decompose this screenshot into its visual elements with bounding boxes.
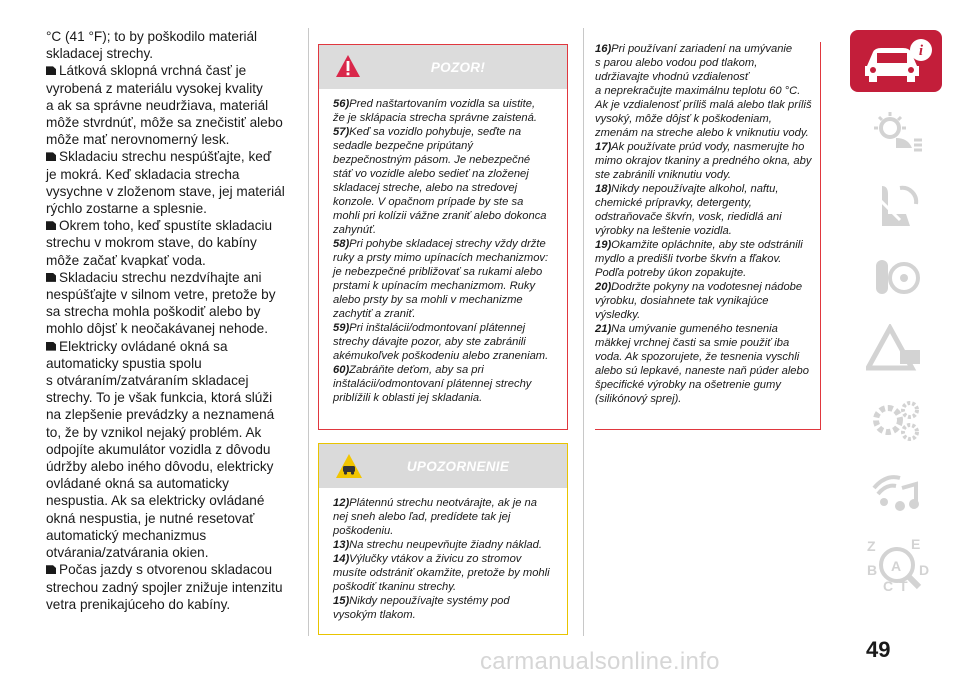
note-text: strechy dávajte pozor, aby ste zabránili: [333, 336, 526, 348]
text-line: [595, 112, 812, 126]
note-number: 14): [333, 553, 350, 565]
text-line: [595, 280, 812, 294]
paragraph-line: [46, 510, 298, 527]
paragraph-line: [46, 269, 298, 286]
text-line: [595, 336, 812, 350]
bullet-icon: [46, 66, 56, 75]
text-line: [595, 378, 812, 392]
paragraph-text: °C (41 °F); to by poškodilo materiál: [46, 29, 258, 44]
note-text: odstraňovače škvŕn, vosk, riedidlá ani: [595, 211, 782, 223]
text-line: [595, 98, 812, 112]
text-line: [333, 97, 559, 111]
text-line: [595, 168, 812, 182]
paragraph-text: je mokrá. Keď skladacia strecha: [46, 166, 240, 182]
paragraph-text: Látková sklopná vrchná časť je: [59, 63, 247, 79]
text-line: [333, 153, 559, 167]
notice-box: [318, 443, 568, 635]
paragraph-line: [46, 458, 298, 475]
sidebar-item-dashboard[interactable]: [850, 102, 942, 164]
text-line: [333, 251, 559, 265]
note-number: 16): [595, 43, 612, 55]
text-line: [333, 580, 559, 594]
note-text: Na strechu neupevňujte žiadny náklad.: [349, 539, 542, 551]
watermark: carmanualsonline.info: [480, 648, 720, 675]
note-text: zmenám na streche alebo k vniknutiu vody.: [595, 127, 809, 139]
paragraph-line: [46, 475, 298, 492]
paragraph-line: [46, 527, 298, 544]
text-line: [333, 167, 559, 181]
text-line: [595, 42, 812, 56]
text-line: [595, 56, 812, 70]
paragraph-text: strechou zadný spojler znižuje intenzitu: [46, 579, 283, 595]
note-text: nej sneh alebo ľad, predídete tak jej: [333, 511, 511, 523]
paragraph-line: [46, 320, 298, 337]
note-number: 56): [333, 98, 350, 110]
paragraph-line: [46, 286, 298, 303]
paragraph-line: [46, 45, 298, 62]
text-line: [595, 196, 812, 210]
note-text: poškodiť tkaninu strechy.: [333, 581, 457, 593]
paragraph-line: [46, 596, 298, 613]
text-line: [595, 252, 812, 266]
bullet-icon: [46, 342, 56, 351]
note-text: Podľa potreby úkon zopakujte.: [595, 267, 747, 279]
paragraph-text: okná nespustia, je nutné resetovať: [46, 510, 255, 526]
paragraph-line: [46, 338, 298, 355]
paragraph-text: skladacej strechy.: [46, 46, 154, 62]
paragraph-text: nespustia. Ak sa elektricky ovládané: [46, 493, 265, 509]
note-text: výrobky na leštenie vozidla.: [595, 225, 732, 237]
text-line: [333, 349, 559, 363]
paragraph-line: [46, 424, 298, 441]
paragraph-text: vetra prenikajúceho do kabíny.: [46, 596, 231, 612]
note-text: Ak používate prúd vody, nasmerujte ho: [611, 141, 805, 153]
note-text: skladacej streche, alebo na stredovej: [333, 182, 518, 194]
note-text: alebo sú lepkavé, naneste naň púder alebo: [595, 365, 809, 377]
paragraph-text: na zlepšenie prevádzky a neznamená: [46, 407, 275, 423]
note-text: špecifické výrobky na ošetrenie gumy: [595, 379, 781, 391]
paragraph-text: automatický mechanizmus: [46, 527, 207, 543]
paragraph-line: [46, 97, 298, 114]
note-text: Keď sa vozidlo pohybuje, seďte na: [349, 126, 522, 138]
note-number: 60): [333, 364, 350, 376]
note-text: poškodeniu.: [333, 525, 394, 537]
bullet-icon: [46, 273, 56, 282]
paragraph-line: [46, 303, 298, 320]
note-text: Pri pohybe skladacej strechy vždy držte: [349, 238, 546, 250]
text-line: [333, 510, 559, 524]
page-number: 49: [866, 637, 891, 662]
notice-box-header: [319, 444, 567, 488]
note-number: 17): [595, 141, 612, 153]
paragraph-line: [46, 252, 298, 269]
note-text: Pri používaní zariadení na umývanie: [611, 43, 793, 55]
note-text: Nikdy nepoužívajte alkohol, naftu,: [611, 183, 779, 195]
sidebar-item-index[interactable]: [850, 534, 942, 596]
text-line: [333, 111, 559, 125]
bullet-icon: [46, 152, 56, 161]
paragraph-text: otvárania/zatvárania okien.: [46, 545, 209, 561]
note-text: stáť vo vozidle alebo sedieť na zloženej: [333, 168, 529, 180]
text-line: [333, 524, 559, 538]
paragraph-text: to, že by vznikol nejaký problém. Ak: [46, 424, 262, 440]
text-line: [595, 126, 812, 140]
note-number: 12): [333, 497, 350, 509]
paragraph-line: [46, 148, 298, 165]
paragraph-text: Skladaciu strechu nezdvíhajte ani: [59, 269, 262, 285]
paragraph-text: sa strecha mohla poškodiť alebo by: [46, 304, 261, 320]
note-text: bezpečnostným pásom. Je nebezpečné: [333, 154, 531, 166]
text-line: [333, 391, 559, 405]
note-number: 15): [333, 595, 350, 607]
text-line: [333, 181, 559, 195]
paragraph-text: vyrobená z materiálu vysokej kvality: [46, 80, 263, 96]
multimedia-icon: [866, 468, 926, 518]
text-line: [595, 350, 812, 364]
paragraph-text: nespúšťajte v silnom vetre, pretože by: [46, 287, 276, 303]
paragraph-line: [46, 200, 298, 217]
note-text: inštalácii/odmontovaní plátennej strechy: [333, 378, 532, 390]
note-text: Výlučky vtákov a živicu zo stromov: [349, 553, 522, 565]
text-line: [333, 265, 559, 279]
note-text: voda. Ak spozorujete, že tesnenia vyschli: [595, 351, 800, 363]
sidebar-item-maintenance[interactable]: [850, 390, 942, 452]
paragraph-line: [46, 28, 298, 45]
note-text: (silikónový sprej).: [595, 393, 682, 405]
text-line: [333, 237, 559, 251]
text-line: [333, 538, 559, 552]
note-text: Ak je vzdialenosť príliš malá alebo tlak príliš: [595, 99, 812, 111]
svg-text:D: D: [919, 562, 930, 578]
paragraph-text: ovládané okná sa automaticky: [46, 476, 229, 492]
text-line: [333, 608, 559, 622]
paragraph-line: [46, 80, 298, 97]
paragraph-text: strechy. To je však funkcia, ktorá slúži: [46, 390, 273, 406]
note-text: mäkkej vrchnej časti sa smie použiť iba: [595, 337, 790, 349]
warning-triangle-icon: [335, 53, 361, 79]
text-line: [595, 266, 812, 280]
text-line: [595, 70, 812, 84]
sidebar-item-multimedia[interactable]: [850, 462, 942, 524]
text-line: [333, 307, 559, 321]
note-number: 20): [595, 281, 612, 293]
svg-text:B: B: [867, 562, 878, 578]
paragraph-text: a ak sa správne neudržiava, materiál: [46, 97, 269, 113]
text-line: [333, 552, 559, 566]
text-line: [595, 224, 812, 238]
paragraph-line: [46, 441, 298, 458]
note-text: vysoký, môže dôjsť k poškodeniam,: [595, 113, 772, 125]
car-notice-icon: [335, 452, 363, 480]
note-text: že je sklápacia strecha správne zaistená.: [333, 112, 537, 124]
text-line: [333, 293, 559, 307]
car-info-icon: [857, 36, 935, 86]
text-line: [333, 335, 559, 349]
key-start-icon: [866, 252, 926, 302]
note-text: Pri inštalácii/odmontovaní plátennej: [349, 322, 526, 334]
note-number: 21): [595, 323, 612, 335]
note-text: mimo okrajov tkaniny a predného okna, aby: [595, 155, 812, 167]
paragraph-line: [46, 492, 298, 509]
note-text: chemické prípravky, detergenty,: [595, 197, 752, 209]
note-text: Dodržte pokyny na vodotesnej nádobe: [611, 281, 803, 293]
paragraph-text: Skladaciu strechu nespúšťajte, keď: [59, 149, 272, 165]
paragraph-line: [46, 166, 298, 183]
text-line: [595, 308, 812, 322]
paragraph-text: automaticky spustia spolu: [46, 355, 202, 371]
text-line: [595, 322, 812, 336]
text-line: [595, 364, 812, 378]
index-letters-icon: [861, 535, 931, 595]
note-number: 58): [333, 238, 350, 250]
chapter-sidebar: [850, 30, 942, 630]
note-text: s parou alebo vodou pod tlakom,: [595, 57, 758, 69]
note-text: musíte odstrániť okamžite, pretože by mohli: [333, 567, 550, 579]
paragraph-text: môže mať nerovnomerný lesk.: [46, 132, 230, 148]
text-line: [595, 182, 812, 196]
note-text: Na umývanie gumeného tesnenia: [611, 323, 778, 335]
paragraph-text: údržby alebo iného dôvodu, elektricky: [46, 459, 274, 475]
paragraph-text: Elektricky ovládané okná sa: [59, 338, 228, 354]
warning-box-body: [319, 89, 567, 411]
note-text: vysokým tlakom.: [333, 609, 416, 621]
svg-text:i: i: [918, 43, 924, 59]
note-text: Zabráňte deťom, aby sa pri: [349, 364, 484, 376]
paragraph-text: strechu v mokrom stave, do kabíny: [46, 235, 257, 251]
paragraph-line: [46, 561, 298, 578]
svg-text:E: E: [911, 536, 921, 552]
text-line: [595, 84, 812, 98]
text-line: [333, 363, 559, 377]
dashboard-lights-icon: [866, 108, 926, 158]
text-line: [333, 223, 559, 237]
paragraph-line: [46, 579, 298, 596]
paragraph-line: [46, 183, 298, 200]
note-text: je nebezpečné približovať sa rukami alebo: [333, 266, 543, 278]
note-text: ste zabránili vniknutiu vody.: [595, 169, 731, 181]
text-line: [333, 195, 559, 209]
warning-box: [318, 44, 568, 430]
note-text: výrobku, dosiahnete tak vynikajúce: [595, 295, 769, 307]
text-line: [595, 210, 812, 224]
svg-text:C: C: [883, 578, 894, 594]
sidebar-item-start[interactable]: [850, 246, 942, 308]
paragraph-text: môže stvrdnúť, môže sa znečistiť alebo: [46, 115, 283, 131]
note-number: 59): [333, 322, 350, 334]
note-text: výsledky.: [595, 309, 641, 321]
paragraph-line: [46, 355, 298, 372]
paragraph-line: [46, 217, 298, 234]
paragraph-text: Počas jazdy s otvorenou skladacou: [59, 562, 273, 578]
left-column: [46, 28, 298, 613]
text-line: [595, 140, 812, 154]
svg-text:A: A: [891, 558, 902, 574]
text-line: [333, 496, 559, 510]
paragraph-line: [46, 62, 298, 79]
paragraph-text: rýchlo zostarne a splesnie.: [46, 201, 207, 217]
paragraph-line: [46, 406, 298, 423]
paragraph-text: vysychne v zloženom stave, jej materiál: [46, 183, 285, 199]
note-text: akémukoľvek poškodeniu alebo zraneniam.: [333, 350, 549, 362]
text-line: [333, 321, 559, 335]
gears-maintenance-icon: [866, 396, 926, 446]
note-text: alebo prsty by sa mohli v mechanizme: [333, 294, 523, 306]
paragraph-text: mohlo dôjsť k neočakávanej nehode.: [46, 321, 268, 337]
seat-safety-icon: [866, 180, 926, 230]
text-line: [333, 125, 559, 139]
right-column: [595, 42, 821, 430]
paragraph-line: [46, 389, 298, 406]
right-column-body: [595, 42, 820, 412]
bullet-icon: [46, 221, 56, 230]
warning-box-header: [319, 45, 567, 89]
note-text: sedadle bezpečne pripútaný: [333, 140, 473, 152]
text-line: [333, 594, 559, 608]
text-line: [333, 139, 559, 153]
column-divider: [308, 28, 309, 636]
note-text: Plátennú strechu neotvárajte, ak je na: [349, 497, 537, 509]
paragraph-line: [46, 131, 298, 148]
note-text: mohli pri kolízii vážne zraniť alebo dokonca: [333, 210, 547, 222]
sidebar-item-emergency[interactable]: [850, 318, 942, 380]
text-line: [333, 279, 559, 293]
paragraph-text: s otváraním/zatváraním skladacej: [46, 373, 249, 389]
note-text: a neprekračujte maximálnu teplotu 60 °C.: [595, 85, 801, 97]
notice-box-body: [319, 488, 567, 628]
text-line: [595, 154, 812, 168]
text-line: [595, 294, 812, 308]
sidebar-item-safety[interactable]: [850, 174, 942, 236]
svg-text:T: T: [899, 578, 908, 594]
text-line: [333, 566, 559, 580]
column-divider-2: [583, 28, 584, 636]
note-text: zachytiť a zraniť.: [333, 308, 416, 320]
paragraph-text: odpojíte akumulátor vozidla z dôvodu: [46, 441, 271, 457]
note-text: Nikdy nepoužívajte systémy pod: [349, 595, 510, 607]
note-text: Okamžite opláchnite, aby ste odstránili: [611, 239, 803, 251]
notice-box-title: UPOZORNENIE: [406, 458, 510, 474]
note-number: 13): [333, 539, 350, 551]
paragraph-line: [46, 372, 298, 389]
warning-box-title: POZOR!: [430, 59, 486, 75]
text-line: [333, 209, 559, 223]
note-text: prstami k upínacím mechanizmom. Ruky: [333, 280, 536, 292]
note-text: ruky a prsty mimo upínacích mechanizmov:: [333, 252, 549, 264]
note-text: mydlo a predišli tvorbe škvŕn a fľakov.: [595, 253, 782, 265]
paragraph-text: Okrem toho, keď spustíte skladaciu: [59, 218, 273, 234]
bullet-icon: [46, 565, 56, 574]
note-number: 19): [595, 239, 612, 251]
text-line: [333, 377, 559, 391]
note-text: Pred naštartovaním vozidla sa uistite,: [349, 98, 536, 110]
note-number: 57): [333, 126, 350, 138]
text-line: [595, 238, 812, 252]
paragraph-line: [46, 114, 298, 131]
note-text: udržiavajte vhodnú vzdialenosť: [595, 71, 749, 83]
note-number: 18): [595, 183, 612, 195]
paragraph-line: [46, 234, 298, 251]
warning-road-icon: [866, 324, 926, 374]
paragraph-line: [46, 544, 298, 561]
note-text: zahynúť.: [333, 224, 377, 236]
sidebar-item-car-info[interactable]: [850, 30, 942, 92]
paragraph-text: môže začať kvapkať voda.: [46, 252, 206, 268]
note-text: konzole. V opačnom prípade by ste sa: [333, 196, 524, 208]
text-line: [595, 392, 812, 406]
svg-text:Z: Z: [867, 538, 876, 554]
note-text: priblížili k oblasti jej skladania.: [333, 392, 483, 404]
